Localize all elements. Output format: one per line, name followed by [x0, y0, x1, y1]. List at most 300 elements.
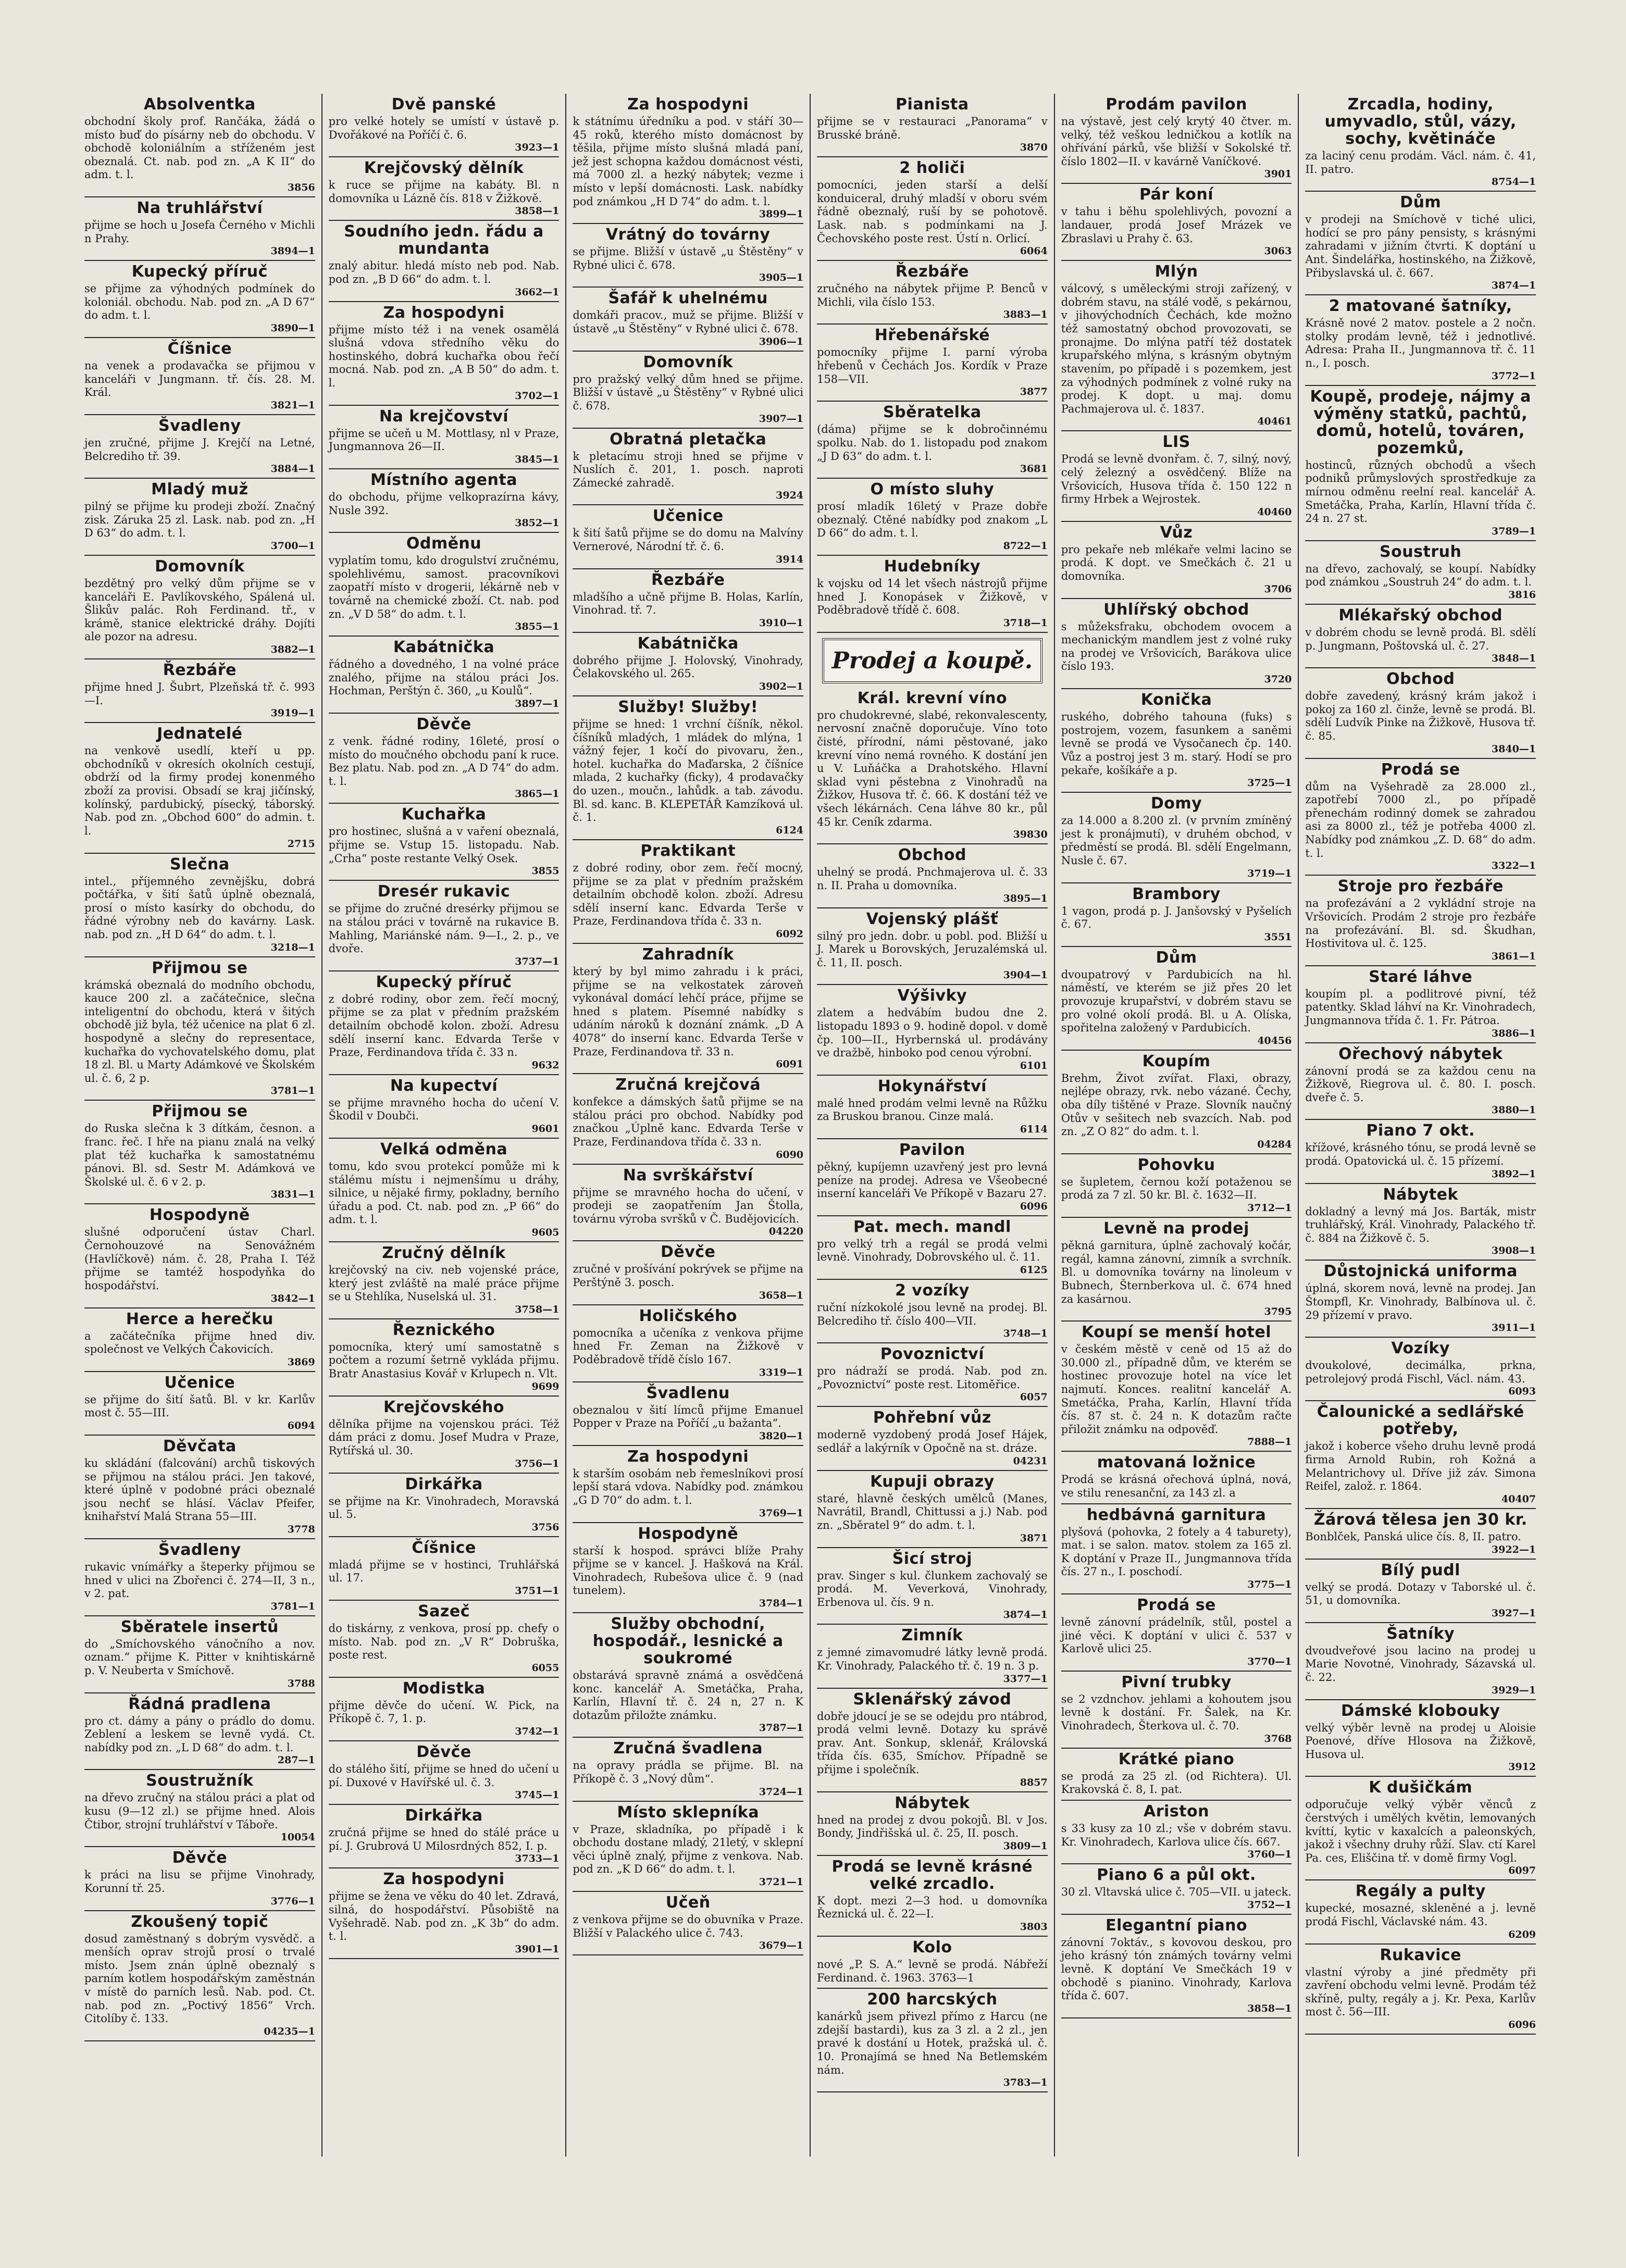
ad-code: 6090: [776, 1149, 804, 1161]
ad-text: jakož i koberce všeho druhu levně prodá firma Arnold Rubin, roh Kožná a Melantrichovy ul. Dříve již záv. Simona Reifel, založ. r. 1864.: [1305, 1440, 1536, 1493]
classified-ad: [1305, 1184, 1536, 1261]
ad-text: přijme hned J. Šubrt, Plzeňská tř. č. 993—I.: [84, 681, 315, 707]
ad-code: 3756—1: [515, 1457, 560, 1469]
ad-heading: Prodá se: [1137, 1596, 1216, 1615]
ad-heading: Piano 7 okt.: [1366, 1121, 1475, 1140]
classified-ad: [817, 1937, 1048, 1989]
ad-code: 3910—1: [759, 617, 804, 629]
classified-ad: [329, 1139, 560, 1242]
ad-code: 3884—1: [270, 463, 315, 475]
ad-text: z dobré rodiny, obor zem. řečí mocný, přijme se za plat v předním pražském detailním obchodě kolon. zboží. Adresu sdělí inserní kanc. Edvarda Terše v Praze, Ferdinandova třída č. 33 n.: [573, 861, 804, 928]
ad-heading: 2 matované šatníky,: [1329, 297, 1512, 316]
ad-code: 8754—1: [1491, 176, 1536, 188]
ad-heading: Pianista: [896, 95, 969, 114]
ad-text: velký výběr levně na prodej u Aloisie Poenové, dříve Hlosova na Žižkově, Husova ul.: [1305, 1721, 1536, 1761]
ad-text: pomocníka, který umí samostatně s počtem a rozumí šetrně vykláda přijmu. Bratr Anastasius Kovář v Krlupech n. Vlt.: [328, 1340, 560, 1380]
ad-text: na venkově usedlí, kteří u pp. obchodníků v okresích okolních cestují, obdrží od la firmy prodej konenmého zboží za provisi. Obsadí se kraj jičínský, kolínský, pardubický, písecký, táborský. Nab. pod zn. „Obchod 600“ do admin. t. l.: [84, 744, 315, 837]
ad-text: moderně vyzdobený prodá Josef Hájek, sedlář a lakýrník v Opočně na st. dráze.: [817, 1428, 1048, 1455]
classified-ad: [1305, 876, 1536, 966]
ad-code: 3768: [1264, 1733, 1292, 1744]
classified-ad: [1061, 793, 1292, 883]
ad-text: pěkná garnitura, úplně zachovalý kočár, regál, kamna zánovní, zimník a svrchník. Bl. u domovníka továrny na linoleum v Bubnech, Šternberkova ul. č. 674 hned za kasárnou.: [1061, 1239, 1292, 1305]
ad-heading: Šafář k uhelnému: [608, 289, 768, 308]
ad-heading: Domovník: [643, 353, 733, 371]
ad-heading: Řezbáře: [651, 570, 725, 589]
classified-ad: [817, 479, 1048, 556]
ad-text: dělníka přijme na vojenskou práci. Též dám práci z domu. Josef Mudra v Praze, Rytířská ul. 30.: [328, 1417, 560, 1457]
ad-code: 287—1: [277, 1754, 315, 1766]
ad-text: znalý abitur. hledá místo neb pod. Nab. pod zn. „B D 66“ do adm. t. l.: [328, 259, 560, 286]
classified-ad: [1061, 1051, 1292, 1154]
classified-ad: [84, 1693, 315, 1771]
classified-ad: [84, 659, 315, 723]
ad-code: 3787—1: [759, 1722, 804, 1734]
ad-text: za laciný cenu prodám. Václ. nám. č. 41, II. patro.: [1305, 149, 1536, 176]
ad-column-1: [78, 94, 321, 2157]
ad-heading: Zimník: [901, 1626, 963, 1645]
ad-code: 3904—1: [1003, 969, 1048, 981]
ad-code: 3848—1: [1491, 653, 1536, 665]
ad-heading: Nábytek: [1383, 1185, 1458, 1204]
classified-ad: [329, 1397, 560, 1474]
ad-text: se přijme do zručné dresérky přijmou se na stálou práci v továrně na rukavice B. Mahling, Mariánské nám. 9—I., 2. p., ve dvoře.: [328, 902, 560, 955]
ad-heading: Absolventka: [143, 95, 256, 114]
ad-heading: Krejčovského: [383, 1398, 504, 1416]
ad-heading: Pat. mech. mandl: [853, 1217, 1011, 1236]
classified-ad: [817, 1856, 1048, 1937]
classified-ad: [329, 1678, 560, 1741]
ad-heading: Velká odměna: [380, 1140, 508, 1158]
ad-heading: Kupuji obrazy: [870, 1472, 995, 1491]
classified-ad: [1305, 295, 1536, 385]
ad-code: 6125: [1020, 1264, 1048, 1276]
ad-heading: Krátké piano: [1118, 1750, 1235, 1768]
ad-code: 6096: [1508, 2019, 1536, 2031]
ad-text: přijme se učeň u M. Mottlasy, nl v Praze, Jungmannova 26—II.: [328, 427, 560, 453]
ad-heading: Soustružník: [146, 1772, 254, 1790]
ad-heading: Soudního jedn. řádu a mundanta: [344, 222, 544, 258]
ad-heading: Šatníky: [1386, 1624, 1455, 1643]
ad-text: pro chudokrevné, slabé, rekonvalescenty, nervosní značně doporučuje. Víno toto čisté, přírodní, námi pěstované, jako krevní víno nemá rovného. K dostání jen u V. Luňáčka a Drahotského. Hlavní sklad vyni pěstebna z Vinohradů na Žižkov, Husova tř. č. 66. K dostání též ve všech lékárnách. Cena láhve 80 kr., půl 45 kr. Ceník zdarma.: [817, 708, 1048, 828]
ad-heading: Obratná pletačka: [610, 430, 767, 448]
ad-heading: LIS: [1162, 433, 1190, 452]
ad-column-4: [810, 94, 1054, 2157]
classified-ad: [573, 944, 803, 1074]
classified-ad: [1061, 689, 1292, 793]
ad-code: 04235—1: [264, 2025, 315, 2037]
ad-heading: Řezbáře: [895, 263, 969, 281]
classified-ad: [84, 197, 315, 261]
ad-heading: Číšnice: [167, 340, 232, 358]
ad-heading: Piano 6 a půl okt.: [1097, 1866, 1256, 1885]
ad-heading: Praktikant: [640, 841, 736, 860]
ad-code: 04231: [1013, 1455, 1048, 1467]
ad-text: starší k hospod. správci blíže Prahy přijme se v kancel. J. Hašková na Král. Vinohradech, Rubešova ulice č. 9 (nad tunelem).: [573, 1544, 804, 1597]
classified-ad: [1061, 261, 1292, 431]
ad-code: 3892—1: [1491, 1168, 1536, 1180]
ad-heading: Děvče: [416, 715, 471, 734]
ad-code: 3377—1: [1003, 1673, 1048, 1685]
ad-text: bezdětný pro velký dům přijme se v kanceláři E. Pavlíkovského, Spálená ul. Šlikův palác. Roh Ferdinand. tř., v krámě, stanice elektrické dráhy. Dojíti ale pozor na adresu.: [84, 577, 315, 643]
ad-code: 8857: [1020, 1776, 1048, 1788]
ad-code: 3721—1: [759, 1876, 804, 1888]
classified-ad: [1061, 599, 1292, 689]
classified-ad: [84, 1770, 315, 1847]
classified-ad: [573, 1074, 803, 1164]
ad-code: 3856: [287, 182, 315, 194]
ad-text: Krásně nové 2 matov. postele a 2 nočn. stolky prodám levně, též i jednotlivé. Adresa: Praha II., Jungmannova tř. č. 11 n., I. posch.: [1305, 317, 1536, 370]
classified-ad: [84, 1911, 315, 2041]
ad-heading: Jednatelé: [157, 725, 243, 743]
ad-heading: Domy: [1150, 794, 1202, 813]
ad-text: levně zánovní prádelník, stůl, postel a jiné věci. K doptání v ulici č. 537 v Karlově ulici 25.: [1061, 1616, 1292, 1655]
ad-code: 3803: [1020, 1921, 1048, 1933]
ad-code: 3911—1: [1491, 1322, 1536, 1334]
ad-heading: Místo sklepníka: [617, 1803, 759, 1822]
classified-ad: [84, 1616, 315, 1693]
ad-heading: matovaná ložnice: [1097, 1453, 1256, 1472]
ad-heading: Žárová tělesa jen 30 kr.: [1313, 1510, 1528, 1529]
ad-heading: Zrcadla, hodiny, umyvadlo, stůl, vázy, sochy, květináče: [1324, 95, 1517, 148]
classified-ad: [573, 1305, 803, 1382]
ad-text: ku skládání (falcování) archů tiskových se přijmou na stálou práci. Jen takové, které úplně v podobné práci obeznalé jsou nechť se hlásí. Václav Pfeifer, knihařství Malá Strana 55—III.: [84, 1456, 315, 1523]
ad-text: K dopt. mezi 2—3 hod. u domovníka Řeznická ul. č. 22—I.: [817, 1894, 1048, 1921]
ad-code: 3914: [776, 553, 804, 565]
classified-ad: [1061, 1749, 1292, 1801]
ad-code: 3737—1: [515, 955, 560, 967]
ad-heading: Ariston: [1144, 1802, 1209, 1821]
classified-ad: [1061, 1915, 1292, 2018]
ad-text: k starším osobám neb řemeslníkovi prosí lepší stará vdova. Nabídky pod. známkou „G D 70“ do adm. t. l.: [573, 1467, 804, 1506]
classified-ad: [817, 1625, 1048, 1688]
classified-ad: [84, 94, 315, 197]
ad-text: konfekce a dámských šatů přijme se na stálou práci pro obchod. Nabídky pod značkou „Úplně kanc. Edvarda Terše v Praze, Ferdinandova třída č. 33 n.: [573, 1095, 804, 1149]
ad-code: 3724—1: [759, 1786, 804, 1798]
classified-ad: [1061, 184, 1292, 261]
classified-ad: [1061, 1864, 1292, 1915]
ad-heading: Vozíky: [1391, 1339, 1450, 1358]
classified-ad: [1305, 541, 1536, 605]
classified-ad: [84, 957, 315, 1101]
ad-heading: Přijmou se: [152, 958, 248, 977]
classified-ad: [1061, 947, 1292, 1051]
ad-heading: Slečna: [170, 855, 230, 874]
classified-ad: [1061, 1504, 1292, 1594]
classified-ad: [84, 1847, 315, 1911]
classified-ad: [817, 1792, 1048, 1856]
classified-ad: [1061, 431, 1292, 521]
ad-text: k pletacímu stroji hned se přijme v Nuslích č. 201, 1. posch. naproti Zámecké zahradě.: [573, 450, 804, 489]
ad-text: s můžeksfraku, obchodem ovocem a mechanickým mandlem jest z volné ruky na prodej ve Vršovicích, Barákova ulice číslo 193.: [1061, 620, 1292, 673]
classified-ad: [573, 94, 803, 224]
ad-text: zlatem a hedvábím budou dne 2. listopadu 1893 o 9. hodině dopol. v domě čp. 100—II., Hyrbernská ul. prodávány ve dražbě, hinboko pod cenou výrobní.: [817, 1006, 1048, 1060]
ad-code: 04220: [768, 1226, 804, 1238]
ad-code: 3788: [287, 1677, 315, 1689]
ad-heading: Učenice: [652, 507, 724, 526]
ad-heading: Za hospodyni: [383, 1870, 505, 1889]
classified-ad: [573, 569, 803, 633]
ad-code: 3831—1: [270, 1189, 315, 1201]
classified-ad: [817, 325, 1048, 402]
ad-code: 3865—1: [515, 788, 560, 800]
classified-ad: [329, 637, 560, 714]
classified-ad: [1061, 1672, 1292, 1749]
ad-text: úplná, skorem nová, levně na prodej. Jan Štompfl, Kr. Vinohrady, Balbínova ul. č. 29 přízemí v pravo.: [1305, 1282, 1536, 1322]
ad-text: dvoudveřové jsou lacino na prodej u Marie Novotné, Vinohrady, Sázavská ul. č. 22.: [1305, 1644, 1536, 1684]
ad-heading: Místního agenta: [370, 470, 517, 489]
classified-ad: [329, 157, 560, 221]
ad-code: 3922—1: [1491, 1543, 1536, 1555]
ad-code: 3781—1: [270, 1085, 315, 1097]
classified-ad: [1305, 1509, 1536, 1560]
ad-text: který by byl mimo zahradu i k práci, přijme se na velkostatek zároveň vykonával domácí lehčí práce, přijme se hned s platem. Písemné nabídky s udáním nároků k doznání známk. „D A 4078“ do inserní kanc. Edvarda Terše v Praze, Ferdinandova tř. 33 n.: [573, 965, 804, 1058]
ad-text: řádného a dovedného, 1 na volné práce znalého, přijme na stálou práci Jos. Hochman, Perštýn č. 360, „u Koulů“.: [328, 658, 560, 697]
ad-code: 6114: [1020, 1123, 1048, 1135]
classified-ad: [84, 261, 315, 338]
ad-heading: Děvče: [660, 1243, 716, 1262]
ad-text: dobře zavedený, krásný krám jakož i pokoj za 160 zl. činže, levně se prodá. Bl. sdělí Ludvík Pinke na Žižkově, Husova tř. č. 85.: [1305, 690, 1536, 743]
ad-code: 3700—1: [270, 540, 315, 552]
ad-text: v Praze, skladníka, po případě i k obchodu dostane mladý, 21letý, v sklepní věci úplně znalý, přijme z venkova. Nab. pod zn. „K D 66“ do adm. t. l.: [573, 1823, 804, 1876]
ad-heading: Sběratele insertů: [120, 1617, 279, 1636]
ad-code: 6092: [776, 928, 804, 940]
ad-column-5: [1054, 94, 1298, 2157]
ad-code: 3902—1: [759, 681, 804, 693]
ad-code: 2715: [287, 838, 315, 850]
ad-text: přijme se žena ve věku do 40 let. Zdravá, silná, do hospodářství. Působiště na Vyšehradě. Nab. pod zn. „K 3b“ do adm. t. l.: [328, 1890, 560, 1943]
ad-heading: Dámské klobouky: [1340, 1701, 1500, 1720]
ad-text: přijme místo též i na venek osamělá slušná vdova středního věku do hostinského, dobrá kuchařka obou řečí mocná. Nab. pod zn. „A B 50“ do adm. t. l.: [328, 323, 560, 390]
ad-text: mladšího a učně přijme B. Holas, Karlín, Vinohrad. tř. 7.: [573, 590, 804, 617]
ad-heading: Kupecký příruč: [376, 973, 512, 991]
ad-heading: Na krejčovství: [379, 407, 509, 426]
ad-heading: Zahradník: [642, 945, 734, 964]
ad-text: pomocníky přijme I. parní výroba hřebenů v Čechách Jos. Kordík v Praze 158—VII.: [817, 346, 1048, 385]
ad-code: 3882—1: [270, 644, 315, 656]
ad-text: rukavic vnímářky a šteperky přijmou se hned v ulici na Zbořenci č. 274—II, 3 n., v 2. pat.: [84, 1561, 315, 1600]
ad-heading: Hospodyně: [149, 1206, 250, 1225]
ad-heading: Uhlířský obchod: [1103, 600, 1249, 619]
ad-text: zánovní prodá se za každou cenu na Žižkově, Riegrova ul. č. 80. I. posch. dveře č. 5.: [1305, 1064, 1536, 1104]
ad-text: Prodá se krásná ořechová úplná, nová, ve stilu renesanční, za 143 zl. a: [1061, 1473, 1292, 1499]
ad-text: dokladný a levný má Jos. Barták, mistr truhlářský, Král. Vinohrady, Palackého tř. č. 884 na Žižkově č. 5.: [1305, 1205, 1536, 1244]
classified-ad: [329, 1242, 560, 1319]
ad-text: slušné odporučení ústav Charl. Černohouzové na Senovážném (Havlíčkově) nám. č. 28, Praha I. Též přijme se tamtéž hospodyňka do hospodářství.: [84, 1226, 315, 1292]
ad-code: 9632: [531, 1059, 560, 1071]
ad-code: 3789—1: [1491, 525, 1536, 537]
classified-ad: [573, 352, 803, 429]
ad-code: 3927—1: [1491, 1607, 1536, 1619]
ad-heading: Mladý muž: [151, 480, 249, 499]
ad-text: pro pražský velký dům hned se přijme. Bližší v ústavě „u Štěstěny“ v Rybné ulici č. 678.: [573, 372, 804, 412]
ad-heading: Děvče: [416, 1743, 471, 1761]
ad-code: 3923—1: [515, 142, 560, 154]
ad-code: 6055: [531, 1662, 560, 1674]
ad-code: 3897—1: [515, 698, 560, 710]
ad-code: 3877: [1020, 386, 1048, 398]
classified-ad: [329, 1741, 560, 1805]
ad-text: krejčovský na civ. neb vojenské práce, který jest zvláště na malé práce přijme se u Stehlíka, Nuselská ul. 31.: [328, 1264, 560, 1303]
ad-code: 3869: [287, 1356, 315, 1368]
ad-text: do obchodu, přijme velkoprazírna kávy, Nusle 392.: [328, 490, 560, 517]
ad-text: k vojsku od 14 let všech nástrojů přijme hned J. Konopásek v Žižkově, v Poděbradově třídě č. 608.: [817, 577, 1048, 617]
ad-code: 3679—1: [759, 1940, 804, 1952]
ad-text: se přijme do šití šatů. Bl. v kr. Karlův most č. 55—III.: [84, 1393, 315, 1419]
ad-text: domkáři pracov., muž se přijme. Bližší v ústavě „u Štěstěny“ v Rybné ulici č. 678.: [573, 309, 804, 335]
ad-code: 40456: [1257, 1035, 1292, 1046]
ad-text: tomu, kdo svou protekcí pomůže mi k stálému místu i nejmenšímu u dráhy, silnice, u nějaké firmy, pokladny, berního úřadu a pod. Ct. nab. pod zn. „P 66“ do adm. t. l.: [328, 1160, 560, 1226]
ad-text: dům na Vyšehradě za 28.000 zl., zapotřebí 7000 zl., po případě přenechám rodinný domek se zahradou asi za 8000 zl., též je potřeba 4000 zl. Nabídky pod známkou „Z. D. 68“ do adm. t. l.: [1305, 780, 1536, 859]
classified-ad: [329, 221, 560, 302]
ad-text: na profezávání a 2 vykládní stroje na Vršovicích. Prodám 2 stroje pro řezbáře na profezávání. Bl. sd. Škudhan, Hostivitova ul. č. 125.: [1305, 897, 1536, 950]
ad-text: přijme se hoch u Josefa Černého v Michli n Prahy.: [84, 219, 315, 245]
ad-text: Bonblček, Panská ulice čís. 8, II. patro.: [1305, 1530, 1521, 1543]
classified-ad: [1305, 605, 1536, 668]
ad-text: Prodá se levně dvonřam. č. 7, silný, nový, celý železný a osvědčený. Blíže na Vršovicích, Husova třída č. 150 122 n firmy Hrbek a Wejrostek.: [1061, 453, 1292, 506]
ad-text: intel., příjemného zevnějšku, dobrá počtářka, v šití šatů úplně obeznalá, prosí o místo kasírky do obchodu, do řádné výrobny neb do kavárny. Lask. nab. pod zn. „H D 64“ do adm. t. l.: [84, 875, 315, 941]
ad-heading: Pavilon: [899, 1140, 965, 1159]
classified-ad: [1061, 1452, 1292, 1504]
ad-code: 6097: [1508, 1865, 1536, 1877]
ad-code: 3820—1: [759, 1430, 804, 1442]
classified-ad: [1305, 94, 1536, 192]
ad-text: mladá přijme se v hostinci, Truhlářská ul. 17.: [328, 1558, 560, 1585]
classified-ad: [84, 556, 315, 659]
ad-text: dobře jdoucí je se se odejdu pro ntábrod, prodá velmi levně. Dotazy ku správě prav. Ant. Sonkup, sklenář, Královská třída čís. 635, Smíchov. Případně se přijme i společník.: [817, 1710, 1048, 1776]
ad-code: 3778: [287, 1524, 315, 1535]
ad-heading: Herce a herečku: [126, 1310, 274, 1328]
ad-heading: Přijmou se: [152, 1102, 248, 1121]
classified-ad: [1061, 1322, 1292, 1452]
ad-code: 10054: [280, 1831, 315, 1843]
ad-text: pomocníci, jeden starší a delší konduiceral, druhý mladší v oboru svém řádně obeznalý, ruší by se pohotově. Lask. nab. s podmínkami na J. Čechovského poste rest. Ústí n. Orlicí.: [817, 179, 1048, 245]
classified-ad: [329, 1474, 560, 1537]
ad-code: 04284: [1257, 1138, 1292, 1150]
ad-text: krámská obeznalá do modního obchodu, kauce 200 zl. a začátečnice, slečna inteligentní do obchodu, která v šitých obchodě již byla, též učenice na plat 6 zl. hospodyně a slečny do representace, kuchařka do vychovatelského domu, plat 18 zl. Bl. u Marty Adámkové ve Školském ul. č. 6, 2 p.: [84, 978, 315, 1085]
ad-heading: Za hospodyni: [383, 303, 505, 322]
ad-code: 3858—1: [1247, 2002, 1292, 2014]
ad-heading: Brambory: [1132, 884, 1221, 903]
ad-text: koupím pl. a podlitrové pivní, též patentky. Sklad láhví na Kr. Vinohradech, Jungmannova třída č. 1. Fr. Pátroa.: [1305, 987, 1536, 1027]
ad-code: 3899—1: [759, 208, 804, 220]
ad-text: staré, hlavně českých umělců (Manes, Navrátil, Brandl, Chittussi a j.) Nab. pod zn. „Sběratel 9“ do adm. t. l.: [817, 1492, 1048, 1531]
ad-code: 3218—1: [270, 941, 315, 953]
section-banner: Prodej a koupě.: [822, 638, 1042, 683]
ad-text: se přijme za výhodných podmínek do koloniál. obchodu. Nab. pod zn. „A D 67“ do adm. t. l.: [84, 282, 315, 322]
ad-code: 3662—1: [515, 286, 560, 298]
ad-code: 3725—1: [1247, 777, 1292, 789]
ad-text: uhelný se prodá. Pnchmajerova ul. č. 33 n. II. Praha u domovníka.: [817, 866, 1048, 892]
ad-code: 40461: [1257, 416, 1292, 428]
classified-ad: [573, 1523, 803, 1613]
ad-heading: Vrátný do továrny: [605, 226, 771, 244]
classified-ad: [84, 1372, 315, 1436]
classified-ad: [573, 840, 803, 944]
classified-ad: [84, 1436, 315, 1539]
ad-heading: Na truhlářství: [136, 199, 263, 218]
ad-code: 6124: [776, 824, 804, 836]
classified-ad: [573, 696, 803, 840]
ad-heading: Za hospodyni: [627, 95, 749, 114]
classified-ad: [84, 1309, 315, 1372]
classified-ad: [329, 804, 560, 881]
ad-text: obstarává spravně známá a osvědčená konc. kancelář A. Smetáčka, Praha, Karlín, Hlavní tř. č. 24 n, 27 n. K dotazům přiložte známku.: [573, 1669, 804, 1722]
ad-text: do Ruska slečna k 3 dítkám, česnon. a franc. řeč. I hře na pianu znalá na velký plat též kuchařka k samostatnému pánovi. Bl. sd. Sestr M. Adámková ve Školské ul. č. 6 v 2. p.: [84, 1122, 315, 1188]
ad-heading: Levně na prodej: [1103, 1219, 1249, 1238]
classified-ad: [84, 723, 315, 853]
ad-text: se šupletem, černou koží potaženou se prodá za 7 zl. 50 kr. Bl. č. 1632—II.: [1061, 1175, 1292, 1202]
ad-heading: Sběratelka: [883, 403, 982, 422]
ad-text: do tiskárny, z venkova, prosí pp. chefy o místo. Nab. pod zn. „V R“ Dobruška, poste rest.: [328, 1622, 560, 1662]
ad-code: 3816: [1508, 589, 1536, 601]
ad-code: 6101: [1020, 1060, 1048, 1071]
classified-ad: [1305, 668, 1536, 758]
ad-heading: Odměnu: [406, 534, 482, 553]
classified-ad: [84, 1204, 315, 1308]
ad-text: se prodá za 25 zl. (od Richtera). Ul. Krakovská č. 8, I. pat.: [1061, 1769, 1292, 1796]
ad-text: v prodeji na Smíchově v tiché ulici, hodící se pro pány pensisty, s krásnými zahradami v jižním čtvrti. K doptání u Ant. Šindelářka, hostinského, na Žižkově, Přibyslavská ul. č. 667.: [1305, 213, 1536, 279]
classified-ad: [84, 1101, 315, 1204]
classified-ad: [817, 261, 1048, 325]
classified-ad: [1061, 883, 1292, 947]
classified-ad: [573, 1892, 803, 1955]
ad-heading: Hokynářství: [877, 1077, 987, 1095]
ad-heading: Řezbáře: [163, 661, 237, 680]
ad-code: 3752—1: [1247, 1899, 1292, 1911]
ad-code: 3901: [1264, 168, 1292, 180]
ad-heading: Kabátnička: [637, 634, 739, 653]
ad-code: 3781—1: [270, 1600, 315, 1612]
newspaper-page: [78, 94, 1542, 2157]
classified-ad: [573, 288, 803, 351]
ad-text: pro nádraží se prodá. Nab. pod zn. „Povoznictví“ poste rest. Litoměřice.: [817, 1365, 1048, 1391]
ad-code: 7888—1: [1247, 1436, 1292, 1448]
ad-code: 3795: [1264, 1306, 1292, 1318]
classified-ad: [1061, 522, 1292, 599]
ad-code: 3906—1: [759, 335, 804, 347]
classified-ad: [1305, 386, 1536, 541]
ad-code: 3758—1: [515, 1303, 560, 1315]
ad-code: 3733—1: [515, 1853, 560, 1865]
ad-heading: Holičského: [639, 1306, 737, 1325]
ad-code: 6064: [1020, 245, 1048, 257]
ad-heading: Mlýn: [1155, 263, 1198, 281]
ad-code: 40407: [1501, 1493, 1536, 1505]
ad-heading: Král. krevní víno: [857, 689, 1008, 707]
classified-ad: [1305, 192, 1536, 295]
ad-code: 3063: [1264, 245, 1292, 257]
ad-code: 6209: [1508, 1928, 1536, 1940]
classified-ad: [817, 688, 1048, 844]
ad-heading: Zručná švadlena: [613, 1739, 763, 1758]
ad-heading: Švadleny: [158, 1541, 241, 1559]
classified-ad: [1061, 94, 1292, 184]
ad-heading: Zkoušený topič: [131, 1912, 269, 1931]
ad-code: 3894—1: [270, 245, 315, 257]
classified-ad: [573, 429, 803, 506]
ad-code: 3907—1: [759, 413, 804, 425]
classified-ad: [329, 714, 560, 804]
ad-text: plyšová (pohovka, 2 fotely a 4 taburety), mat. i se salon. matov. stolem za 165 zl. K doptání v Praze II., Jungmannova třída čís. 27 n., I. poschodí.: [1061, 1525, 1292, 1578]
ad-text: z venk. řádné rodiny, 16leté, prosí o místo do moučného obchodu paní k ruce. Bez platu. Nab. pod zn. „A D 74“ do adm. t. l.: [328, 735, 560, 788]
ad-heading: Vůz: [1160, 523, 1193, 542]
classified-ad: [817, 1548, 1048, 1625]
classified-ad: [573, 1738, 803, 1801]
ad-code: 6094: [287, 1419, 315, 1431]
ad-text: k práci na lisu se přijme Vinohrady, Korunní tř. 25.: [84, 1868, 315, 1895]
ad-heading: Pár koní: [1139, 185, 1214, 204]
ad-text: zručná přijme se hned do stálé práce u pí. J. Grubrová U Milosrdných 852, I. p.: [328, 1826, 560, 1852]
